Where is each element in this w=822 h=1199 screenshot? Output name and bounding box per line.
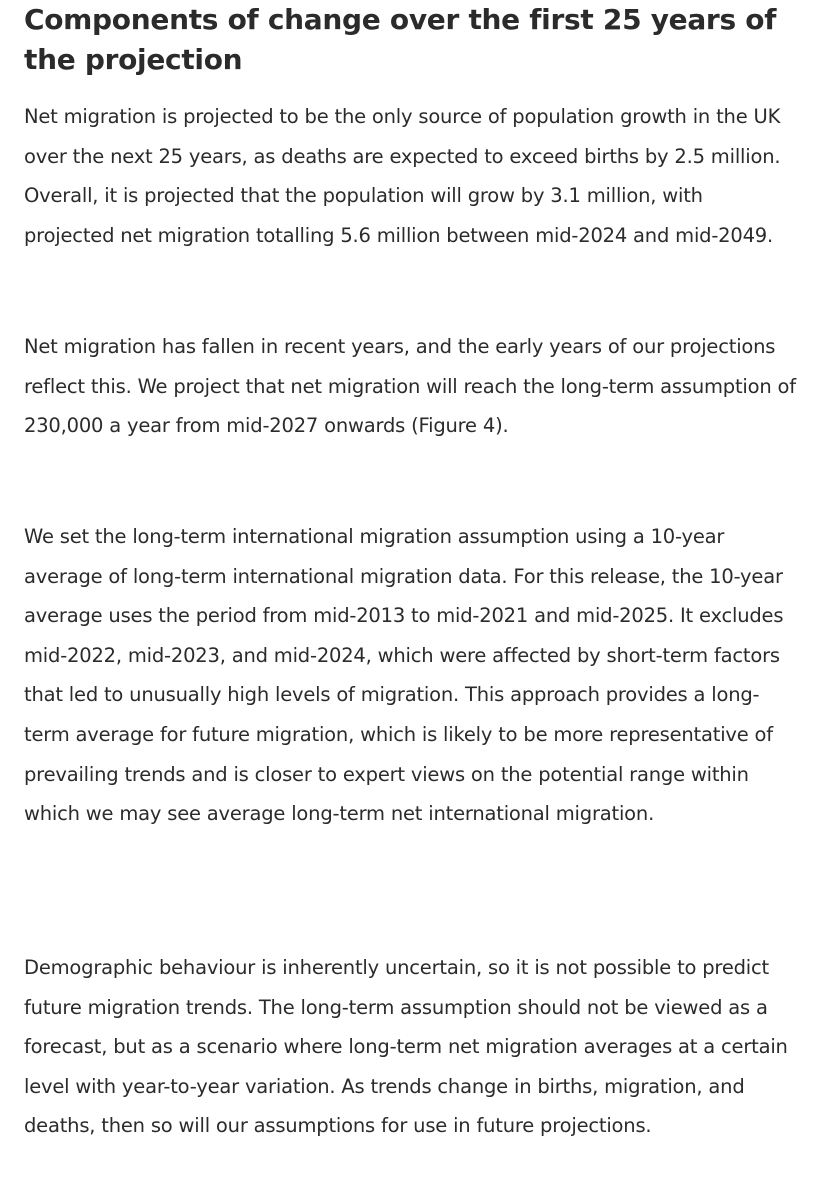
paragraph-uncertainty: Demographic behaviour is inherently uncertain, so it is not possible to predict future migration trends. The long-term assumption should not be viewed as a forecast, but as a scenario where long-term net migration averages at a certain level with year-to-year variation. As trends change in births, migration, and deaths, then so will our assumptions for use in future projections. — [24, 956, 788, 1138]
paragraph-migration-assumption: We set the long-term international migration assumption using a 10-year average of long-term international migration data. For this release, the 10-year average uses the period from mid-2013 to mid-2021 and mid-2025. It excludes mid-2022, mid-2023, and mid-2024, which were affected by short-term factors that led to unusually high levels of migration. This approach provides a long-term average for future migration, which is likely to be more representative of prevailing trends and is closer to expert views on the potential range within which we may see average long-term net international migration. — [24, 525, 784, 826]
paragraph-population-growth: Net migration is projected to be the only source of population growth in the UK over the next 25 years, as deaths are expected to exceed births by 2.5 million. Overall, it is projected that the population will grow by 3.1 million, with projected net migration totalling 5.6 million between mid-2024 and mid-2049. — [24, 105, 781, 247]
section-heading: Components of change over the first 25 years of the projection — [24, 3, 777, 76]
paragraph-net-migration-fallen: Net migration has fallen in recent years, and the early years of our projections reflect this. We project that net migration will reach the long-term assumption of 230,000 a year from mid-2027 onwards (Figure 4). — [24, 335, 796, 438]
